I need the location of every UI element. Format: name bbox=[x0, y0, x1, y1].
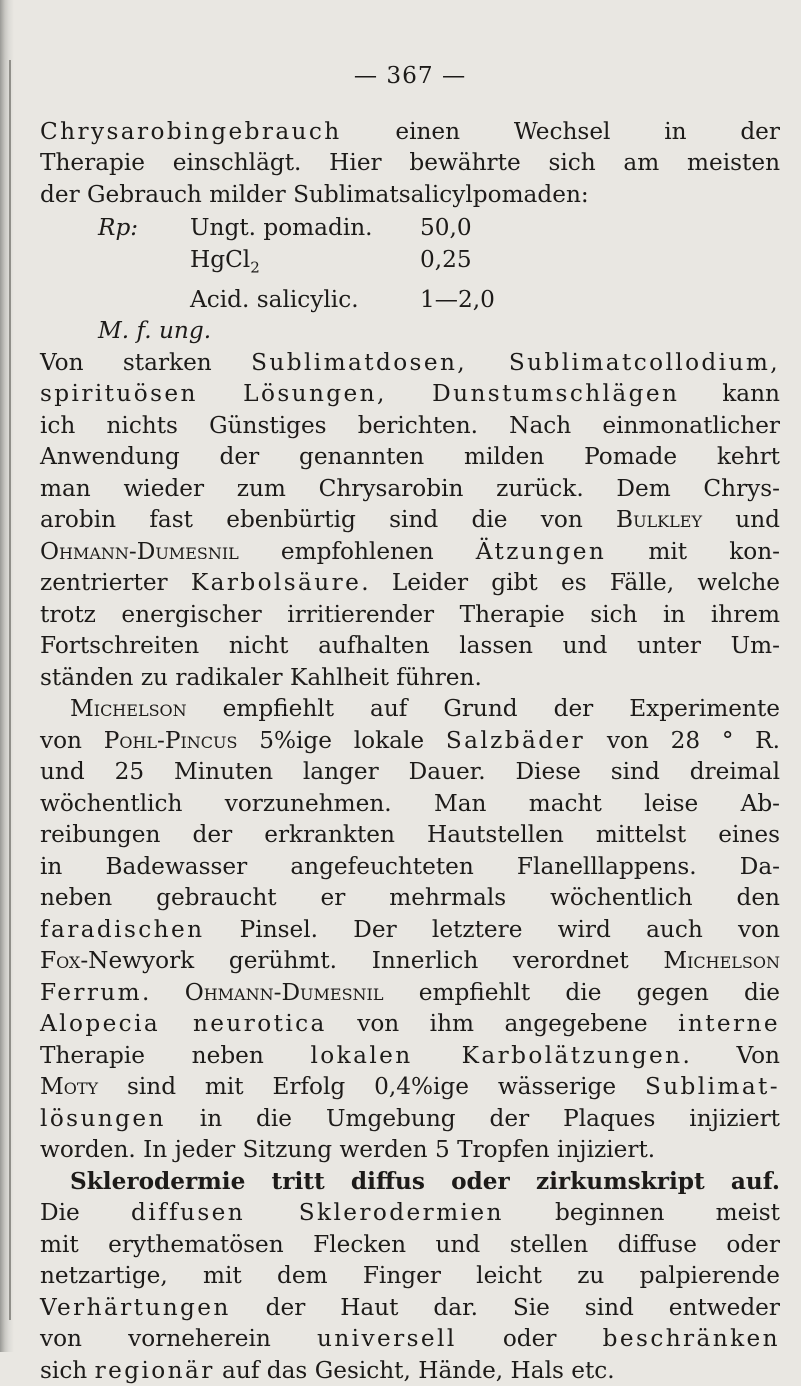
text-run: 5%ige lokale bbox=[237, 726, 446, 754]
spaced-term: Sublimatdosen, Sublimatcollodium, bbox=[251, 348, 780, 376]
text-run: sich bbox=[40, 1356, 95, 1384]
ingredient-name: Acid. salicylic. bbox=[190, 285, 359, 313]
spaced-term: faradischen bbox=[40, 915, 205, 943]
text-line: in Badewasser angefeuchteten Flanelllappens. Da- bbox=[40, 852, 780, 880]
spaced-term: Salzbäder bbox=[445, 726, 586, 754]
author-name: Fox bbox=[40, 947, 81, 975]
text-line: wöchentlich vorzunehmen. Man macht leise Ab- bbox=[40, 789, 780, 817]
text-line: ich nichts Günstiges berichten. Nach einmonatlicher bbox=[40, 411, 780, 439]
text-line bbox=[40, 914, 780, 946]
text-run: mit kon- bbox=[606, 537, 780, 565]
text-run: empfiehlt die gegen die bbox=[383, 978, 781, 1006]
text-run: arobin fast ebenbürtig sind die von bbox=[40, 506, 617, 534]
text-line: der Gebrauch milder Sublimatsalicylpomaden: bbox=[40, 180, 589, 208]
text-run: von ihm angegebene bbox=[326, 1010, 679, 1038]
text-line bbox=[40, 1323, 780, 1355]
spaced-term: interne bbox=[678, 1010, 780, 1038]
text-line bbox=[40, 725, 780, 757]
text-run: Therapie neben bbox=[40, 1041, 311, 1069]
page-number: — 367 — bbox=[353, 62, 467, 89]
text-run: sind mit Erfolg 0,4%ige wässerige bbox=[98, 1073, 645, 1101]
prescription bbox=[40, 212, 780, 347]
ingredient-name bbox=[190, 244, 420, 284]
text-run: . Von bbox=[682, 1041, 780, 1069]
paragraph-4 bbox=[40, 1166, 780, 1386]
text-line: Sklerodermie tritt diffus oder zirkumskript auf. bbox=[70, 1167, 780, 1195]
text-line bbox=[40, 1071, 780, 1103]
text-line bbox=[40, 945, 780, 977]
text-line bbox=[40, 536, 780, 568]
author-name: Michelson bbox=[663, 947, 780, 975]
text-line: Fortschreiten nicht aufhalten lassen und unter Um- bbox=[40, 632, 780, 660]
text-run: Von starken bbox=[40, 348, 252, 376]
spaced-term: Chrysarobingebrauch bbox=[40, 117, 342, 145]
prescription-row bbox=[40, 212, 780, 244]
spaced-term: diffusen Sklerodermien bbox=[130, 1199, 504, 1227]
binding-shadow-line bbox=[9, 60, 11, 1320]
text-line: ständen zu radikaler Kahlheit führen. bbox=[40, 663, 482, 691]
spaced-term: lokalen Karbolätzungen bbox=[310, 1041, 683, 1069]
author-name: Ohmann-Dumesnil bbox=[184, 978, 384, 1006]
spaced-term: beschränken bbox=[602, 1325, 780, 1353]
text-run: Pinsel. Der letztere wird auch von bbox=[204, 915, 780, 943]
author-name: Bulkley bbox=[616, 506, 703, 534]
text-run: von vorneherein bbox=[40, 1325, 317, 1353]
text-run: empfiehlt auf Grund der Experimente bbox=[186, 695, 780, 723]
book-page bbox=[40, 60, 780, 1386]
text-run: von 28 ° R. bbox=[585, 726, 780, 754]
ingredient-quantity: 1—2,0 bbox=[420, 285, 495, 313]
text-line bbox=[40, 567, 780, 599]
text-line: Therapie einschlägt. Hier bewährte sich am meisten bbox=[40, 149, 780, 176]
text-line bbox=[40, 504, 780, 536]
text-line bbox=[40, 1008, 780, 1040]
text-run: . Leider gibt es Fälle, welche bbox=[361, 569, 781, 597]
rx-spacer bbox=[40, 244, 190, 284]
rx-spacer bbox=[40, 284, 190, 316]
text-line bbox=[40, 693, 780, 725]
text-line: neben gebraucht er mehrmals wöchentlich den bbox=[40, 884, 780, 912]
text-run: -Newyork gerühmt. Innerlich verordnet bbox=[80, 947, 664, 975]
text-run: Die bbox=[40, 1199, 131, 1227]
text-run: oder bbox=[456, 1325, 603, 1353]
page-binding-edge bbox=[0, 0, 14, 1352]
text-line bbox=[40, 1292, 780, 1324]
prescription-row bbox=[40, 284, 780, 316]
text-run: auf das Gesicht, Hände, Hals etc. bbox=[214, 1356, 615, 1384]
spaced-term: Alopecia neurotica bbox=[40, 1010, 327, 1038]
text-run: kann bbox=[679, 380, 780, 408]
author-name: Ohmann-Dumesnil bbox=[40, 537, 239, 565]
text-run: beginnen meist bbox=[503, 1199, 780, 1227]
text-line bbox=[40, 1197, 780, 1229]
formula-subscript: 2 bbox=[250, 258, 260, 277]
text-line bbox=[40, 116, 780, 148]
spaced-term: universell bbox=[317, 1325, 457, 1353]
text-line bbox=[40, 1355, 780, 1386]
spaced-term: Sublimat- bbox=[644, 1073, 780, 1101]
text-run: und bbox=[702, 506, 780, 534]
text-line bbox=[40, 347, 780, 379]
prescription-signature: M. f. ung. bbox=[98, 317, 212, 345]
spaced-term: spirituösen Lösungen, Dunstumschlägen bbox=[40, 380, 680, 408]
text-run: der Haut dar. Sie sind entweder bbox=[230, 1293, 780, 1321]
text-line bbox=[40, 1103, 780, 1135]
ingredient-quantity: 0,25 bbox=[420, 245, 472, 273]
paragraph-3 bbox=[40, 693, 780, 1166]
text-line bbox=[40, 977, 780, 1009]
text-run: zentrierter bbox=[40, 569, 191, 597]
spaced-term: Verhärtungen bbox=[40, 1293, 231, 1321]
text-run: empfohlenen bbox=[238, 537, 476, 565]
text-line: Anwendung der genannten milden Pomade kehrt bbox=[40, 443, 780, 471]
author-name: Michelson bbox=[70, 695, 187, 723]
text-run: einen Wechsel in der bbox=[341, 117, 780, 145]
spaced-term: Ätzungen bbox=[475, 537, 607, 565]
text-line: netzartige, mit dem Finger leicht zu palpierende bbox=[40, 1262, 780, 1290]
paragraph-1 bbox=[40, 116, 780, 211]
spaced-term: regionär bbox=[94, 1356, 215, 1384]
ingredient-name: Ungt. pomadin. bbox=[190, 214, 373, 241]
text-line: worden. In jeder Sitzung werden 5 Tropfen injiziert. bbox=[40, 1136, 656, 1164]
text-line: trotz energischer irritierender Therapie sich in ihrem bbox=[40, 600, 780, 628]
prescription-signature-row bbox=[40, 315, 780, 347]
spaced-term: lösungen bbox=[40, 1104, 166, 1132]
spaced-term: Karbolsäure bbox=[190, 569, 362, 597]
text-line bbox=[40, 378, 780, 410]
text-line: reibungen der erkrankten Hautstellen mittelst eines bbox=[40, 821, 780, 849]
text-line: man wieder zum Chrysarobin zurück. Dem Chrys- bbox=[40, 474, 780, 502]
author-name: Moty bbox=[40, 1073, 99, 1101]
spaced-term: Ferrum bbox=[40, 978, 143, 1006]
paragraph-2 bbox=[40, 347, 780, 694]
text-run: in die Umgebung der Plaques injiziert bbox=[165, 1104, 780, 1132]
text-line bbox=[40, 1040, 780, 1072]
author-name: Pohl-Pincus bbox=[103, 726, 238, 754]
text-line: und 25 Minuten langer Dauer. Diese sind dreimal bbox=[40, 758, 780, 786]
formula-base: HgCl bbox=[190, 245, 251, 273]
text-run: . bbox=[142, 978, 185, 1006]
text-line: mit erythematösen Flecken und stellen diffuse oder bbox=[40, 1230, 780, 1258]
rp-label: Rp: bbox=[98, 214, 139, 241]
text-run: von bbox=[40, 726, 104, 754]
prescription-row bbox=[40, 244, 780, 284]
ingredient-quantity: 50,0 bbox=[420, 214, 472, 241]
